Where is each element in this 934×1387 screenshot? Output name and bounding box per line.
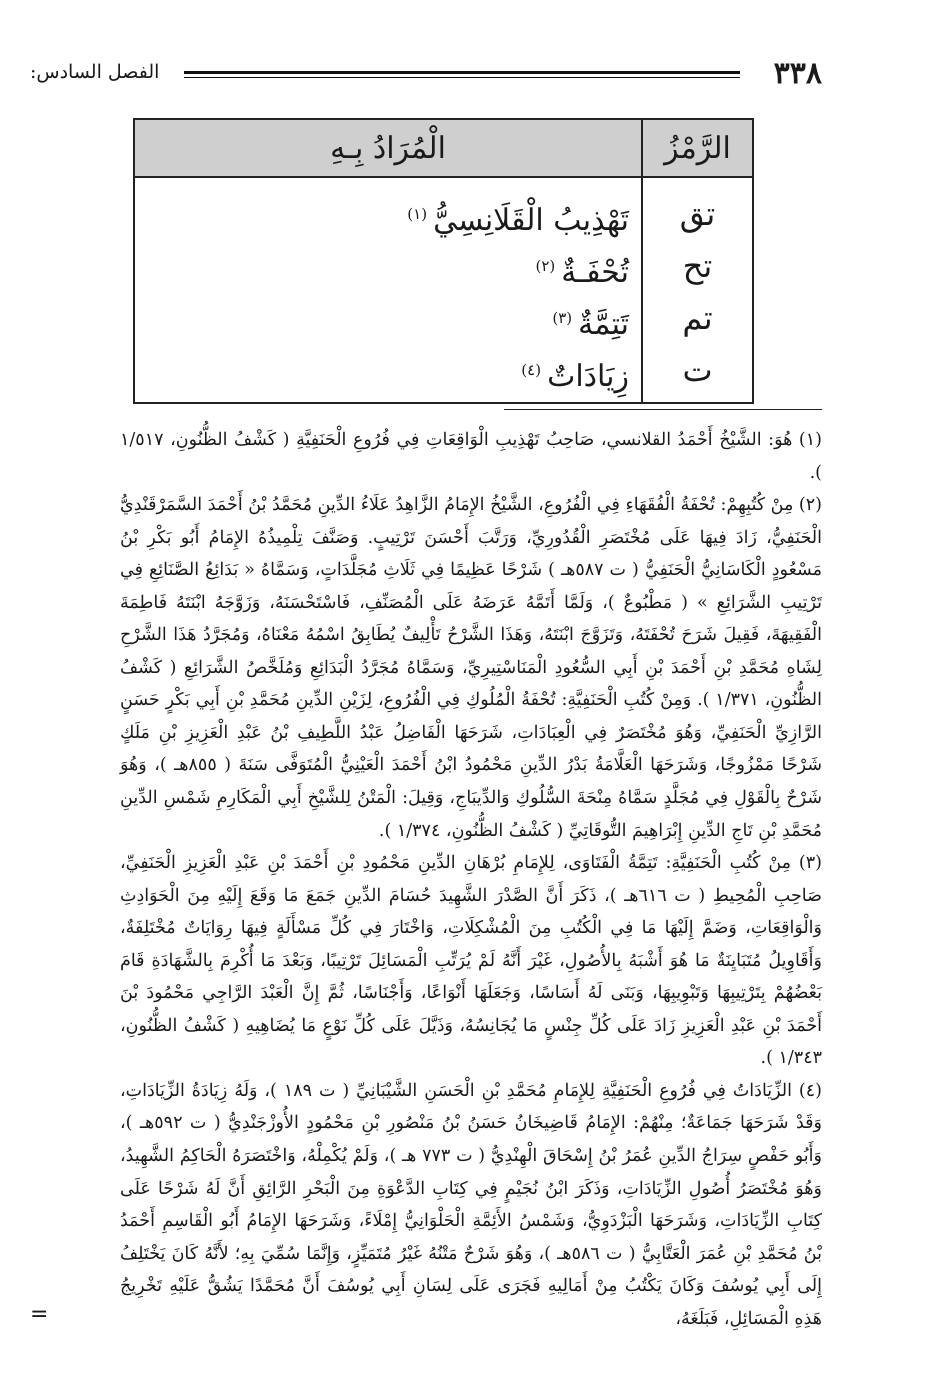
page-number: ٣٣٨ <box>773 56 822 91</box>
footnote-ref-2[interactable]: (٢) <box>535 257 556 275</box>
running-header <box>30 56 822 96</box>
footnote-separator <box>504 409 822 410</box>
footnote-3: (٣) مِنْ كُتُبِ الْحَنَفِيَّةِ: تَتِمَّةُ الْفَتَاوَى، لِلإِمَامِ بُرْهَانِ الدِّينِ مَحْمُودِ بْنِ أَحْمَدَ بْنِ عَبْدِ الْعَزِيزِ الْحَنَفِيِّ، صَاحِبِ الْمُحِيطِ ( ت ٦١٦هـ )، ذَكَرَ أَنَّ الصَّدْرَ الشَّهِيدَ حُسَامَ الدِّينِ جَمَعَ مَا وَقَعَ إِلَيْهِ مِنَ الْحَوَادِثِ وَالْوَاقِعَاتِ، وَضَمَّ إِلَيْهَا مَا فِي الْكُتُبِ مِنَ الْمُشْكِلَاتِ، وَاخْتَارَ فِي كُلِّ مَسْأَلَةٍ فِيهَا رِوَايَاتٌ مُخْتَلِفَةٌ، وَأَقَاوِيلُ مُتَبَايِنَةٌ مَا هُوَ أَشْبَهُ بِالأُصُولِ، غَيْرَ أَنَّهُ لَمْ يُرَتِّبِ الْمَسَائِلَ تَرْتِيبًا، وَبَعْدَ مَا أُكْرِمَ بِالشَّهَادَةِ قَامَ بَعْضُهُمْ بِتَرْتِيبِهَا وَتَبْوِيبِهَا، وَبَنَى لَهُ أَسَاسًا، وَجَعَلَهَا أَنْوَاعًا، وَأَجْنَاسًا، ثُمَّ إِنَّ الْعَبْدَ الرَّاجِي مَحْمُودَ بْنَ أَحْمَدَ بْنِ عَبْدِ الْعَزِيزِ زَادَ عَلَى كُلِّ جِنْسٍ مَا يُجَانِسُهُ، وَذَيَّلَ عَلَى كُلِّ نَوْعٍ مَا يُضَاهِيهِ ( كَشْفُ الظُّنُونِ، ١/٣٤٣ ). <box>120 853 823 1069</box>
meaning-1: تَهْذِيبُ الْقَلَانِسِيُّ <box>433 203 629 238</box>
code-2: تح <box>682 247 713 285</box>
table-body-row <box>134 177 753 403</box>
meanings-cell <box>134 177 642 403</box>
footnote-1: (١) هُوَ: الشَّيْخُ أَحْمَدُ القلانسي، صَاحِبُ تَهْذِيبِ الْوَاقِعَاتِ فِي فُرُوعِ الْحَنَفِيَّةِ ( كَشْفُ الظُّنُونِ، ١/٥١٧ ). <box>120 430 822 483</box>
code-1: تق <box>679 195 716 233</box>
table-header-row <box>134 119 753 177</box>
footnote-2: (٢) مِنْ كُتُبِهِمْ: تُحْفَةُ الْفُقَهَاءِ فِي الْفُرُوعِ، الشَّيْخُ الإِمَامُ الزَّاهِدُ عَلَاءُ الدِّينِ مُحَمَّدُ بْنُ أَحْمَدَ السَّمَرْقَنْدِيُّ الْحَنَفِيُّ، زَادَ فِيهَا عَلَى مُخْتَصَرِ الْقُدُورِيِّ، وَرَتَّبَ أَحْسَنَ تَرْتِيبٍ. وَصَنَّفَ تِلْمِيذُهُ الإِمَامُ أَبُو بَكْرِ بْنُ مَسْعُودٍ الْكَاسَانِيُّ الْحَنَفِيُّ ( ت ٥٨٧هـ ) شَرْحًا عَظِيمًا فِي ثَلَاثِ مُجَلَّدَاتٍ، وَسَمَّاهُ « بَدَائِعُ الصَّنَائِعِ فِي تَرْتِيبِ الشَّرَائِعِ » ( مَطْبُوعٌ )، وَلَمَّا أَتَمَّهُ عَرَضَهُ عَلَى الْمُصَنِّفِ، فَاسْتَحْسَنَهُ، وَزَوَّجَهُ ابْنَتَهُ فَاطِمَةَ الْفَقِيهَةَ، فَقِيلَ شَرَحَ تُحْفَتَهُ، وَتَزَوَّجَ ابْنَتَهُ، وَهَذَا الشَّرْحُ تَأْلِيفٌ يُطَابِقُ اسْمُهُ مَعْنَاهُ، وَمُجَرَّدُ هَذَا الشَّرْحِ لِشَاهِ مُحَمَّدِ بْنِ أَحْمَدَ بْنِ أَبِي السُّعُودِ الْمَنَاسْتِيرِيِّ، وَسَمَّاهُ مُجَرَّدُ الْبَدَائِعِ وَمُلَخَّصُ الشَّرَائِعِ ( كَشْفُ الظُّنُونِ، ١/٣٧١ ). وَمِنْ كُتُبِ الْحَنَفِيَّةِ: تُحْفَةُ الْمُلُوكِ فِي الْفُرُوعِ، لِزَيْنِ الدِّينِ مُحَمَّدِ بْنِ أَبِي بَكْرٍ حَسَنٍ الرَّازِيِّ الْحَنَفِيِّ، وَهُوَ مُخْتَصَرٌ فِي الْعِبَادَاتِ، شَرَحَهَا الْفَاضِلُ عَبْدُ اللَّطِيفِ بْنُ عَبْدِ الْعَزِيزِ بْنِ مَلَكٍ شَرْحًا مَمْزُوجًا، وَشَرَحَهَا الْعَلَّامَةُ بَدْرُ الدِّينِ مَحْمُودُ ابْنُ أَحْمَدَ الْعَيْنِيُّ الْمُتَوَفَّى سَنَةَ ( ٨٥٥هـ )، وَهُوَ شَرْحٌ بِالْقَوْلِ فِي مُجَلَّدٍ سَمَّاهُ مِنْحَةَ السُّلُوكِ وَالدِّيبَاجِ، وَقِيلَ: الْمَتْنُ لِلشَّيْخِ أَبِي الْمَكَارِمِ شَمْسِ الدِّينِ مُحَمَّدِ بْنِ تَاجِ الدِّينِ إِبْرَاهِيمَ التُّوقَاتِيِّ ( كَشْفُ الظُّنُونِ، ١/٣٧٤ ). <box>120 495 822 841</box>
footnote-ref-4[interactable]: (٤) <box>521 361 542 379</box>
header-rule-thin <box>184 77 740 78</box>
code-3: تم <box>682 299 713 337</box>
footnote-ref-3[interactable]: (٣) <box>552 309 573 327</box>
footnote-ref-1[interactable]: (١) <box>407 205 428 223</box>
column-header-code: الرَّمْزُ <box>642 119 753 177</box>
meaning-row-3 <box>135 292 629 344</box>
codes-cell <box>642 177 753 403</box>
meaning-row-1 <box>135 188 629 240</box>
column-header-meaning: الْمُرَادُ بِـهِ <box>134 119 642 177</box>
continuation-mark: = <box>30 1302 49 1327</box>
footnotes <box>120 424 822 1335</box>
meaning-3: تَتِمَّةٌ <box>578 307 629 342</box>
chapter-title: الفصل السادس: <box>30 61 160 83</box>
code-4: ت <box>682 351 713 389</box>
header-rule <box>184 71 740 74</box>
footnote-4: (٤) الزِّيَادَاتُ فِي فُرُوعِ الْحَنَفِيَّةِ لِلإِمَامِ مُحَمَّدِ بْنِ الْحَسَنِ الشَّيْبَانِيِّ ( ت ١٨٩ )، وَلَهُ زِيَادَةُ الزِّيَادَاتِ، وَقَدْ شَرَحَهَا جَمَاعَةٌ؛ مِنْهُمْ: الإِمَامُ قَاضِيخَانُ حَسَنُ بْنُ مَنْصُورِ بْنِ مَحْمُودٍ الأُوزْجَنْدِيُّ ( ت ٥٩٢هـ )، وَأَبُو حَفْصٍ سِرَاجُ الدِّينِ عُمَرُ بْنُ إِسْحَاقَ الْهِنْدِيُّ ( ت ٧٧٣ هـ )، وَلَمْ يُكْمِلْهُ، وَاخْتَصَرَهُ الْحَاكِمُ الشَّهِيدُ، وَهُوَ مُخْتَصَرُ أُصُولِ الزِّيَادَاتِ، وَذَكَرَ ابْنُ نُجَيْمٍ فِي كِتَابِ الدَّعْوَةِ مِنَ الْبَحْرِ الرَّائِقِ أَنَّ لَهُ شَرْحًا عَلَى كِتَابِ الزِّيَادَاتِ، وَشَرَحَهَا الْبَزْدَوِيُّ، وَشَمْسُ الأَئِمَّةِ الْحَلْوَانِيُّ إِمْلَاءً، وَشَرَحَهَا الإِمَامُ أَبُو الْقَاسِمِ أَحْمَدُ بْنُ مُحَمَّدِ بْنِ عُمَرَ الْعَتَّابِيُّ ( ت ٥٨٦هـ )، وَهُوَ شَرْحٌ مَتْنُهُ غَيْرُ مُتَمَيِّزٍ، وَإِنَّمَا سُمِّيَ بِهِ؛ لأَنَّهُ كَانَ يَخْتَلِفُ إِلَى أَبِي يُوسُفَ وَكَانَ يَكْتُبُ مِنْ أَمَالِيهِ فَجَرَى عَلَى لِسَانِ أَبِي يُوسُفَ أَنَّ مُحَمَّدًا يَشُقُّ عَلَيْهِ تَخْرِيجُ هَذِهِ الْمَسَائِلِ، فَبَلَغَهُ، <box>120 1080 822 1329</box>
meaning-2: تُحْفَـةٌ <box>561 255 629 290</box>
symbols-table <box>133 118 754 404</box>
meaning-row-2 <box>135 240 629 292</box>
meaning-4: زِيَادَاتٌ <box>547 359 629 394</box>
meaning-row-4 <box>135 344 629 396</box>
